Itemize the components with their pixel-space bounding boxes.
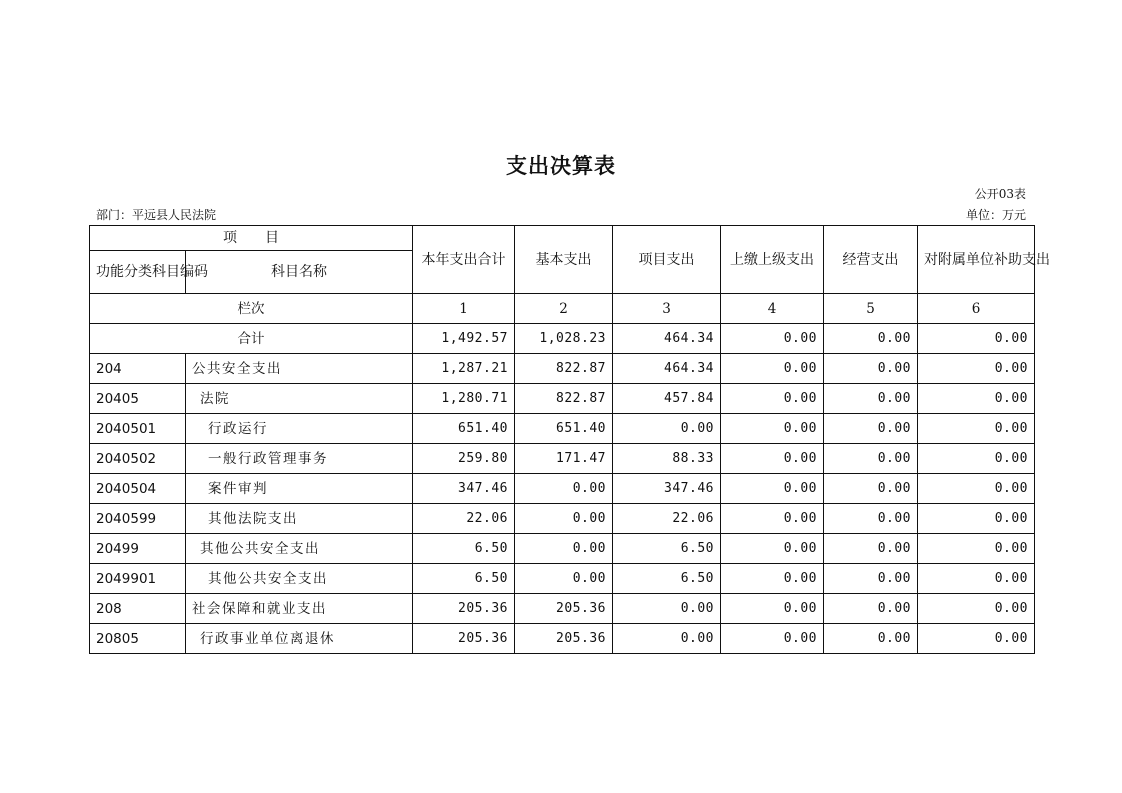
amount-cell: 205.36 <box>413 594 515 624</box>
header-operating: 经营支出 <box>824 226 918 294</box>
header-row <box>90 226 1035 251</box>
function-code-cell: 2040501 <box>90 414 186 444</box>
amount-cell: 0.00 <box>918 474 1035 504</box>
table-row <box>90 414 1035 444</box>
header-remit-upper: 上缴上级支出 <box>721 226 824 294</box>
amount-cell: 0.00 <box>918 594 1035 624</box>
amount-cell: 651.40 <box>413 414 515 444</box>
table-row <box>90 564 1035 594</box>
amount-cell: 0.00 <box>824 384 918 414</box>
amount-cell: 259.80 <box>413 444 515 474</box>
subject-name-cell: 社会保障和就业支出 <box>186 594 413 624</box>
total-value: 0.00 <box>721 324 824 354</box>
amount-cell: 88.33 <box>613 444 721 474</box>
amount-cell: 347.46 <box>613 474 721 504</box>
amount-cell: 0.00 <box>721 534 824 564</box>
amount-cell: 1,287.21 <box>413 354 515 384</box>
table-row <box>90 384 1035 414</box>
function-code-cell: 204 <box>90 354 186 384</box>
column-number-label: 栏次 <box>90 294 413 324</box>
amount-cell: 822.87 <box>515 384 613 414</box>
function-code-cell: 2040599 <box>90 504 186 534</box>
header-project: 项目支出 <box>613 226 721 294</box>
amount-cell: 0.00 <box>824 414 918 444</box>
table-row <box>90 444 1035 474</box>
amount-cell: 0.00 <box>918 444 1035 474</box>
amount-cell: 22.06 <box>613 504 721 534</box>
amount-cell: 0.00 <box>824 564 918 594</box>
department-label: 部门：平远县人民法院 <box>96 208 217 222</box>
column-number: 4 <box>721 294 824 324</box>
column-number: 6 <box>918 294 1035 324</box>
amount-cell: 0.00 <box>918 564 1035 594</box>
amount-cell: 0.00 <box>721 624 824 654</box>
header-subsidy: 对附属单位补助支出 <box>918 226 1035 294</box>
column-number: 2 <box>515 294 613 324</box>
amount-cell: 0.00 <box>918 504 1035 534</box>
amount-cell: 0.00 <box>918 354 1035 384</box>
amount-cell: 0.00 <box>721 474 824 504</box>
total-value: 0.00 <box>918 324 1035 354</box>
amount-cell: 0.00 <box>721 594 824 624</box>
amount-cell: 822.87 <box>515 354 613 384</box>
amount-cell: 22.06 <box>413 504 515 534</box>
amount-cell: 0.00 <box>721 564 824 594</box>
amount-cell: 1,280.71 <box>413 384 515 414</box>
header-total: 本年支出合计 <box>413 226 515 294</box>
expenditure-table <box>89 225 1050 654</box>
amount-cell: 6.50 <box>413 564 515 594</box>
table-row <box>90 474 1035 504</box>
function-code-cell: 208 <box>90 594 186 624</box>
subject-name-cell: 其他法院支出 <box>186 504 413 534</box>
amount-cell: 0.00 <box>613 414 721 444</box>
amount-cell: 0.00 <box>721 504 824 534</box>
amount-cell: 0.00 <box>721 354 824 384</box>
amount-cell: 0.00 <box>824 534 918 564</box>
amount-cell: 0.00 <box>918 384 1035 414</box>
subject-name-cell: 其他公共安全支出 <box>186 534 413 564</box>
table-row <box>90 534 1035 564</box>
amount-cell: 6.50 <box>413 534 515 564</box>
function-code-cell: 20805 <box>90 624 186 654</box>
total-value: 464.34 <box>613 324 721 354</box>
page-title: 支出决算表 <box>506 154 616 178</box>
amount-cell: 0.00 <box>824 594 918 624</box>
subject-name-cell: 法院 <box>186 384 413 414</box>
amount-cell: 0.00 <box>515 564 613 594</box>
header-item: 项 目 <box>90 226 413 251</box>
amount-cell: 205.36 <box>413 624 515 654</box>
subject-name-cell: 行政运行 <box>186 414 413 444</box>
amount-cell: 0.00 <box>824 354 918 384</box>
header-basic: 基本支出 <box>515 226 613 294</box>
header-subject-name: 科目名称 <box>186 251 413 294</box>
amount-cell: 0.00 <box>613 624 721 654</box>
amount-cell: 651.40 <box>515 414 613 444</box>
total-label: 合计 <box>90 324 413 354</box>
amount-cell: 0.00 <box>515 504 613 534</box>
table-row <box>90 594 1035 624</box>
table-row <box>90 354 1035 384</box>
amount-cell: 0.00 <box>918 624 1035 654</box>
amount-cell: 171.47 <box>515 444 613 474</box>
total-value: 0.00 <box>824 324 918 354</box>
total-value: 1,028.23 <box>515 324 613 354</box>
table-row <box>90 504 1035 534</box>
form-number: 公开03表 <box>974 187 1026 201</box>
amount-cell: 0.00 <box>918 414 1035 444</box>
column-number: 1 <box>413 294 515 324</box>
amount-cell: 0.00 <box>824 624 918 654</box>
function-code-cell: 2040502 <box>90 444 186 474</box>
amount-cell: 0.00 <box>613 594 721 624</box>
function-code-cell: 2040504 <box>90 474 186 504</box>
subject-name-cell: 案件审判 <box>186 474 413 504</box>
amount-cell: 0.00 <box>515 534 613 564</box>
amount-cell: 6.50 <box>613 534 721 564</box>
column-number-row <box>90 294 1035 324</box>
subject-name-cell: 其他公共安全支出 <box>186 564 413 594</box>
unit-label: 单位：万元 <box>965 208 1026 222</box>
subject-name-cell: 公共安全支出 <box>186 354 413 384</box>
amount-cell: 0.00 <box>824 444 918 474</box>
amount-cell: 0.00 <box>721 384 824 414</box>
amount-cell: 0.00 <box>721 414 824 444</box>
amount-cell: 347.46 <box>413 474 515 504</box>
total-row <box>90 324 1035 354</box>
amount-cell: 205.36 <box>515 594 613 624</box>
column-number: 5 <box>824 294 918 324</box>
column-number: 3 <box>613 294 721 324</box>
function-code-cell: 2049901 <box>90 564 186 594</box>
amount-cell: 457.84 <box>613 384 721 414</box>
total-value: 1,492.57 <box>413 324 515 354</box>
amount-cell: 0.00 <box>918 534 1035 564</box>
header-func-code: 功能分类科目编码 <box>90 251 186 294</box>
function-code-cell: 20499 <box>90 534 186 564</box>
table-row <box>90 624 1035 654</box>
function-code-cell: 20405 <box>90 384 186 414</box>
amount-cell: 0.00 <box>824 474 918 504</box>
amount-cell: 205.36 <box>515 624 613 654</box>
subject-name-cell: 一般行政管理事务 <box>186 444 413 474</box>
subject-name-cell: 行政事业单位离退休 <box>186 624 413 654</box>
amount-cell: 464.34 <box>613 354 721 384</box>
amount-cell: 6.50 <box>613 564 721 594</box>
amount-cell: 0.00 <box>515 474 613 504</box>
amount-cell: 0.00 <box>824 504 918 534</box>
amount-cell: 0.00 <box>721 444 824 474</box>
